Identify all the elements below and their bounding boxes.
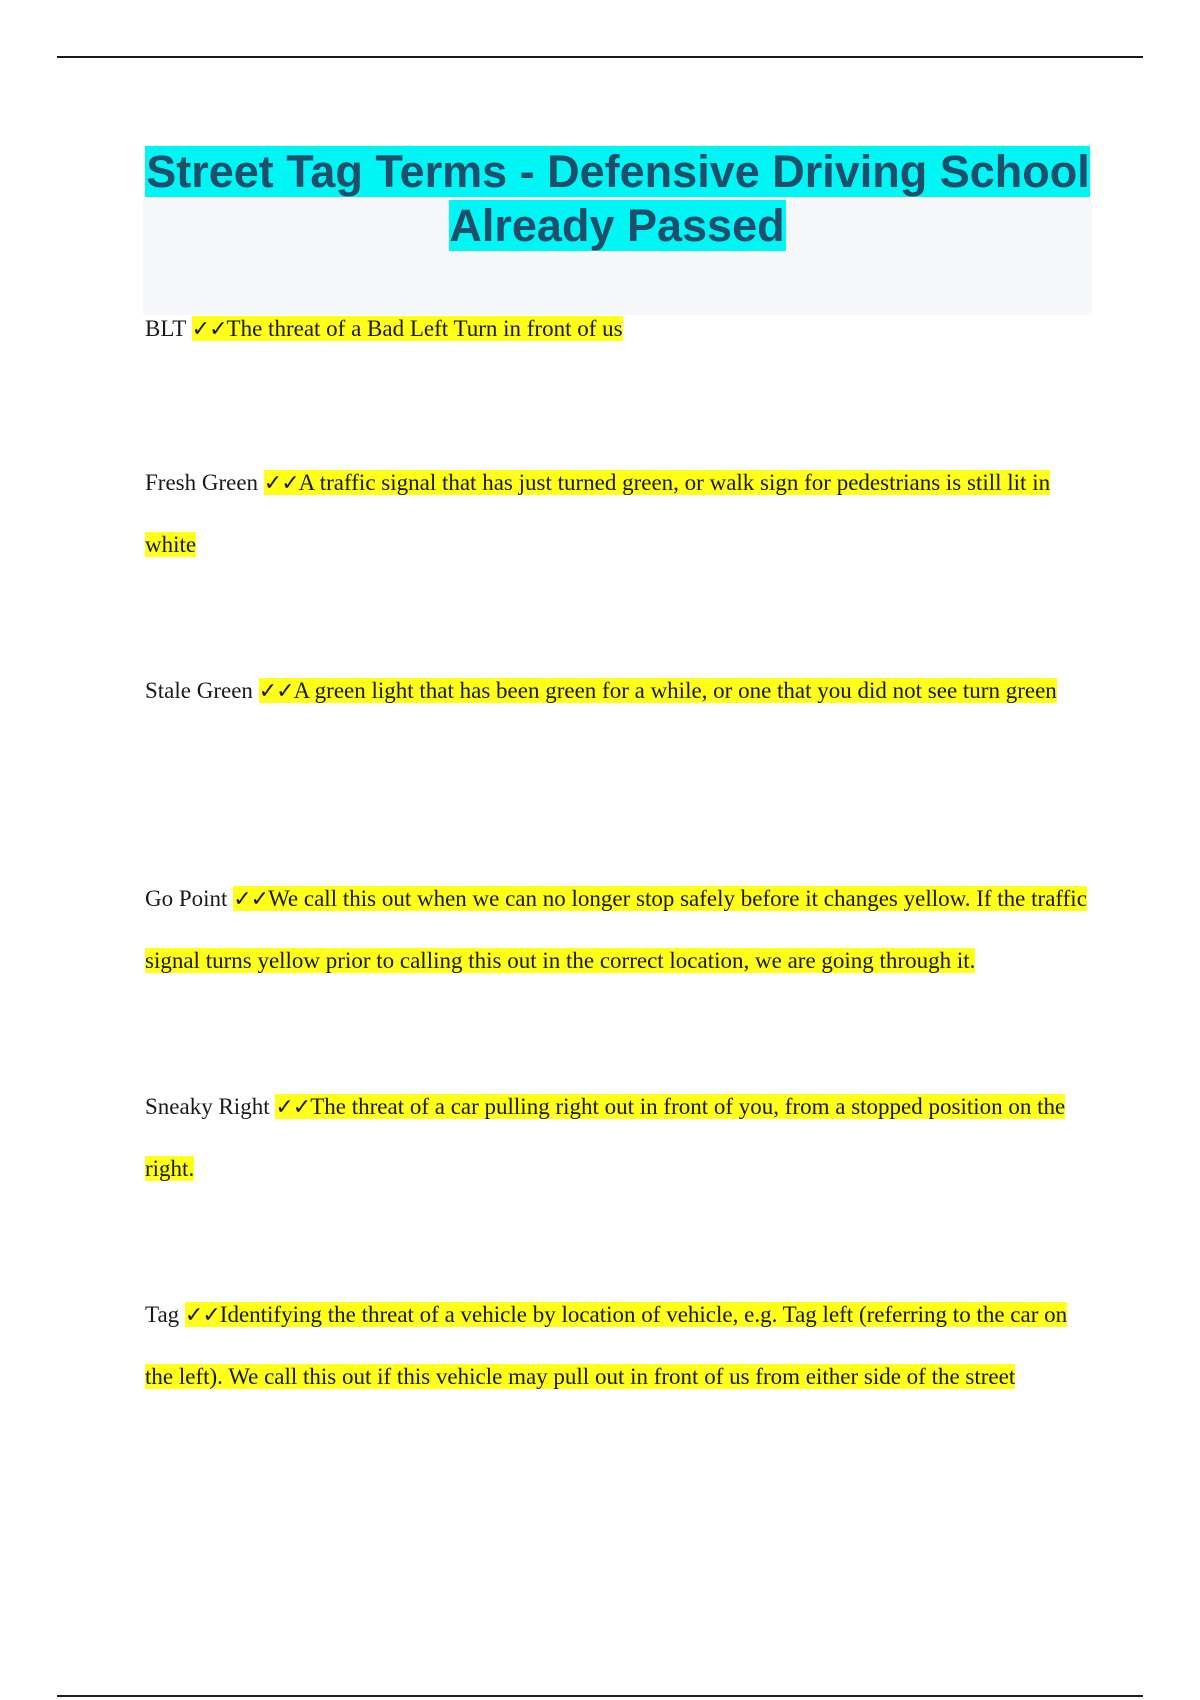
definition-text: The threat of a car pulling right out in front of you, from a stopped position on the right. <box>145 1094 1066 1181</box>
check-marks-icon: ✓✓ <box>191 317 227 342</box>
definition-text: A traffic signal that has just turned green, or walk sign for pedestrians is still lit in white <box>145 470 1051 557</box>
term-name: Stale Green <box>145 678 253 703</box>
term-definition <box>145 1094 1065 1181</box>
definition-text: We call this out when we can no longer stop safely before it changes yellow. If the traffic signal turns yellow prior to calling this out in the correct location, we are going through it. <box>145 886 1087 973</box>
term-definition <box>259 678 1057 703</box>
top-rule <box>57 56 1143 58</box>
term-entry-go-point <box>145 869 1090 991</box>
check-marks-icon: ✓✓ <box>275 1095 311 1120</box>
definition-text: The threat of a Bad Left Turn in front of us <box>226 316 623 341</box>
term-name: Go Point <box>145 886 228 911</box>
term-name: BLT <box>145 316 186 341</box>
title-block <box>143 145 1092 315</box>
document-title <box>143 145 1092 253</box>
term-name: Fresh Green <box>145 470 259 495</box>
check-marks-icon: ✓✓ <box>258 679 294 704</box>
term-entry-fresh-green <box>145 453 1090 575</box>
term-definition <box>145 886 1087 973</box>
term-name: Sneaky Right <box>145 1094 270 1119</box>
term-definition <box>192 316 623 341</box>
term-name: Tag <box>145 1302 180 1327</box>
term-entry-sneaky-right <box>145 1077 1090 1199</box>
check-marks-icon: ✓✓ <box>263 471 299 496</box>
term-definition <box>145 470 1050 557</box>
term-definition <box>145 1302 1067 1389</box>
definition-text: A green light that has been green for a while, or one that you did not see turn green <box>293 678 1057 703</box>
term-entry-stale-green <box>145 661 1090 723</box>
check-marks-icon: ✓✓ <box>184 1303 220 1328</box>
term-entry-blt <box>145 299 1090 361</box>
definition-text: Identifying the threat of a vehicle by location of vehicle, e.g. Tag left (referring to the car on the left). We call this out if this vehicle may pull out in front of us from either side of the street <box>145 1302 1068 1389</box>
bottom-rule <box>57 1695 1143 1697</box>
document-title-text: Street Tag Terms - Defensive Driving School Already Passed <box>146 146 1090 251</box>
term-entry-tag <box>145 1285 1090 1407</box>
check-marks-icon: ✓✓ <box>233 887 269 912</box>
